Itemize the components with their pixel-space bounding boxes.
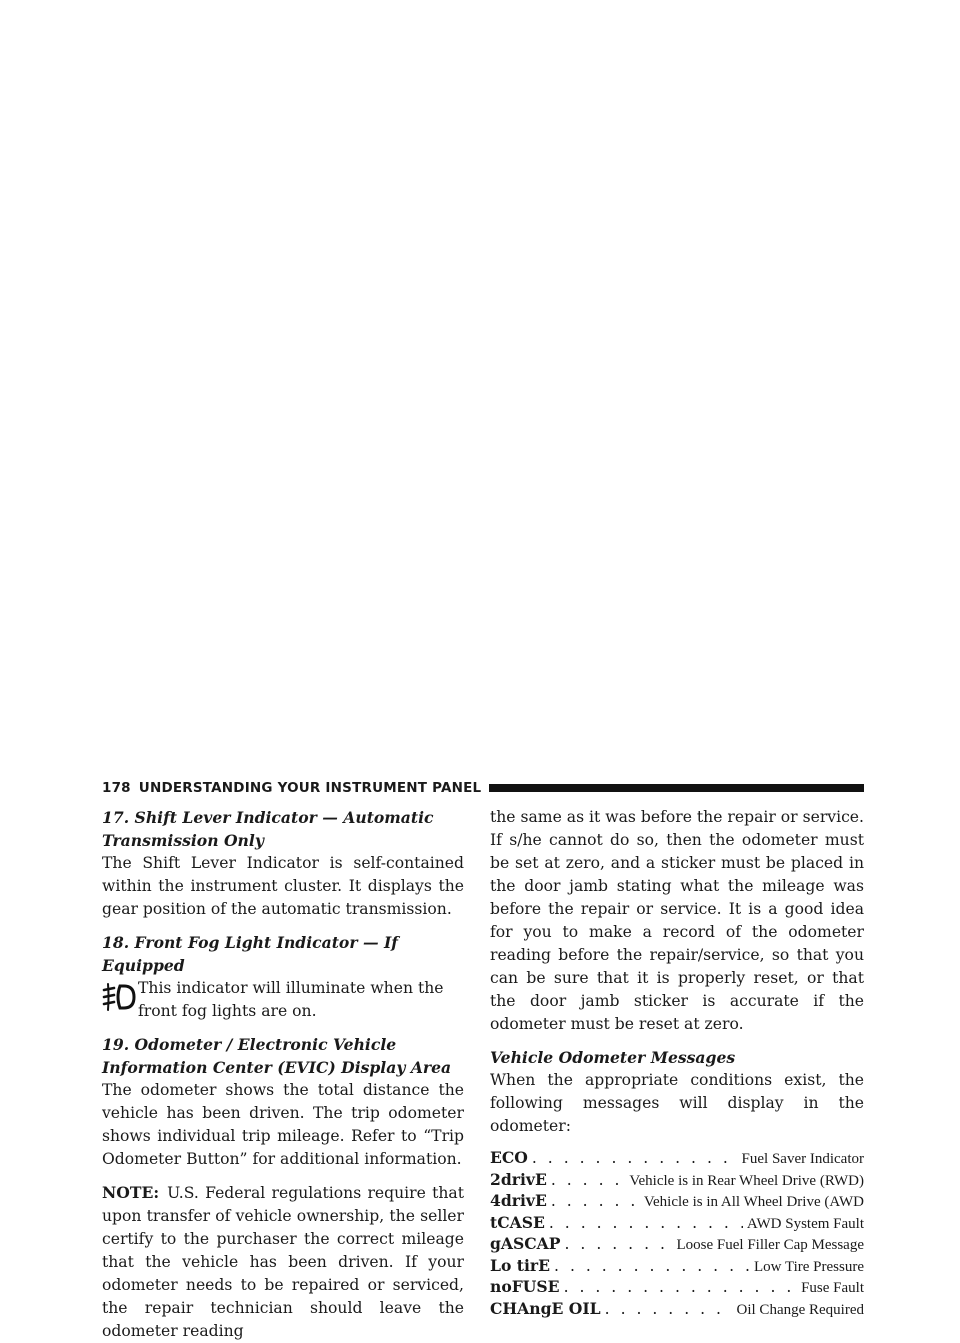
- section-18-body: This indicator will illuminate when the front fog lights are on.: [138, 979, 444, 1020]
- message-row: [490, 1299, 864, 1321]
- note-label: NOTE:: [102, 1183, 160, 1202]
- message-description: AWD System Fault: [746, 1215, 864, 1232]
- message-row: [490, 1213, 864, 1235]
- message-description: Oil Change Required: [736, 1301, 864, 1318]
- section-17-body: The Shift Lever Indicator is self-contained within the instrument cluster. It displays the gear position of the automatic transmission.: [102, 854, 464, 918]
- message-description: Fuel Saver Indicator: [741, 1151, 864, 1167]
- message-code: ECO: [490, 1148, 528, 1167]
- message-row: [490, 1277, 864, 1299]
- message-row: [490, 1191, 864, 1213]
- message-description: Vehicle is in Rear Wheel Drive (RWD): [629, 1172, 864, 1189]
- note-body: U.S. Federal regulations require that upon transfer of vehicle ownership, the seller certify to the purchaser the correct mileage that the vehicle has been driven. If your odometer needs to be repaired or serviced, the repair technician should leave the odometer reading: [102, 1184, 464, 1340]
- message-code: 2drivE: [490, 1169, 547, 1189]
- message-code: noFUSE: [490, 1277, 560, 1296]
- message-code: CHAngE OIL: [490, 1298, 601, 1318]
- section-17-heading: 17. Shift Lever Indicator — Automatic Transmission Only: [102, 808, 434, 850]
- page-number: 178: [102, 780, 131, 796]
- section-title: UNDERSTANDING YOUR INSTRUMENT PANEL: [138, 780, 482, 796]
- front-fog-light-icon: [102, 981, 138, 1015]
- message-row: [490, 1234, 864, 1256]
- page-header: [102, 776, 864, 800]
- section-19-heading: 19. Odometer / Electronic Vehicle Information Center (EVIC) Display Area: [102, 1035, 452, 1077]
- messages-list: [490, 1148, 864, 1320]
- messages-intro: When the appropriate conditions exist, the following messages will display in the odometer:: [490, 1071, 864, 1135]
- messages-heading: Vehicle Odometer Messages: [490, 1048, 736, 1067]
- message-row: [490, 1170, 864, 1192]
- message-row: [490, 1148, 864, 1170]
- left-column: [102, 806, 464, 1343]
- header-rule: [489, 784, 864, 792]
- section-19-body: The odometer shows the total distance the vehicle has been driven. The trip odometer shows individual trip mileage. Refer to “Trip Odometer Button” for additional information.: [102, 1081, 464, 1168]
- right-column: [490, 806, 864, 1320]
- section-18-heading: 18. Front Fog Light Indicator — If Equipped: [102, 933, 398, 975]
- message-description: Low Tire Pressure: [753, 1258, 864, 1275]
- message-code: 4drivE: [490, 1191, 547, 1210]
- message-code: gASCAP: [490, 1234, 561, 1253]
- message-code: tCASE: [490, 1212, 545, 1232]
- continued-paragraph: the same as it was before the repair or service. If s/he cannot do so, then the odometer must be set at zero, and a sticker must be placed in the door jamb stating what the mileage was before the repair or service. It is a good idea for you to make a record of the odometer reading before the repair/service, so that you can be sure that it is properly reset, or that the door jamb sticker is accurate if the odometer must be reset at zero.: [490, 808, 864, 1033]
- message-description: Vehicle is in All Wheel Drive (AWD: [643, 1194, 864, 1210]
- fog-light-row: [102, 977, 464, 1023]
- message-description: Fuse Fault: [801, 1280, 864, 1296]
- message-description: Loose Fuel Filler Cap Message: [676, 1237, 864, 1253]
- message-code: Lo tirE: [490, 1255, 551, 1275]
- note-paragraph: [102, 1181, 464, 1343]
- message-row: [490, 1256, 864, 1278]
